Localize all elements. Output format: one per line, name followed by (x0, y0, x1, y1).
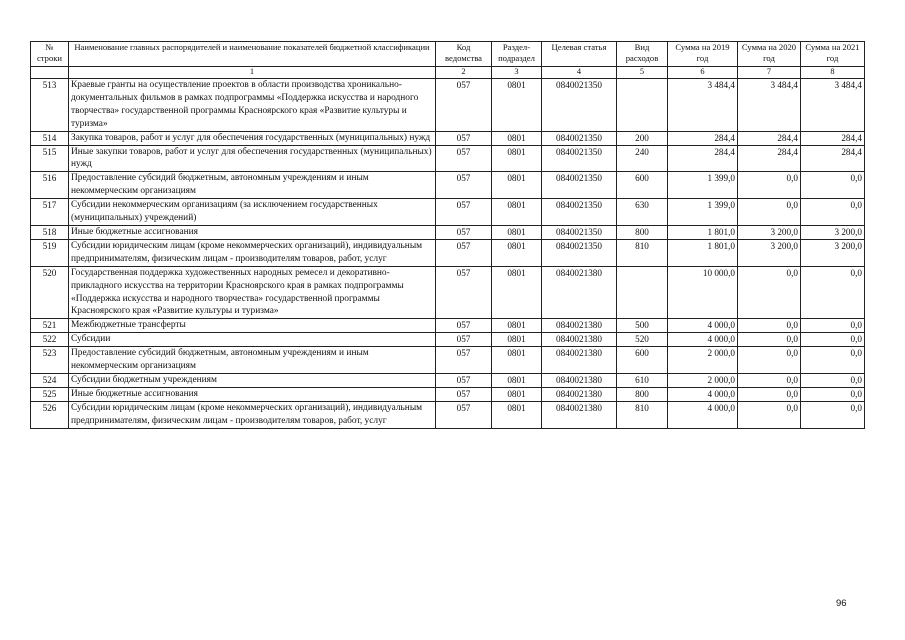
sum-2020-cell: 3 200,0 (738, 239, 801, 266)
section-cell: 0801 (492, 373, 542, 387)
row-number-cell: 523 (31, 347, 69, 374)
table-row (31, 333, 865, 347)
column-number: 4 (542, 67, 617, 79)
sum-2019-cell: 2 000,0 (668, 373, 738, 387)
target-article-cell: 0840021350 (542, 131, 617, 145)
sum-2019-cell: 284,4 (668, 145, 738, 172)
target-article-cell: 0840021350 (542, 145, 617, 172)
row-number-cell: 517 (31, 199, 69, 226)
section-cell: 0801 (492, 239, 542, 266)
table-row (31, 319, 865, 333)
row-number-cell: 514 (31, 131, 69, 145)
sum-2021-cell: 0,0 (801, 387, 865, 401)
section-cell: 0801 (492, 131, 542, 145)
column-number: 7 (738, 67, 801, 79)
row-number-cell: 515 (31, 145, 69, 172)
header-section: Раздел-подраздел (492, 42, 542, 67)
department-code-cell: 057 (436, 333, 492, 347)
department-code-cell: 057 (436, 387, 492, 401)
row-name-cell: Субсидии юридическим лицам (кроме некоммерческих организаций), индивидуальным предпринимателям, физическим лицам - производителям товаров, работ, услуг (69, 239, 436, 266)
column-number (31, 67, 69, 79)
table-row (31, 79, 865, 132)
table-body (31, 79, 865, 429)
department-code-cell: 057 (436, 225, 492, 239)
header-sum-2021: Сумма на 2021 год (801, 42, 865, 67)
sum-2021-cell: 0,0 (801, 401, 865, 428)
sum-2020-cell: 0,0 (738, 401, 801, 428)
row-number-cell: 526 (31, 401, 69, 428)
department-code-cell: 057 (436, 266, 492, 319)
target-article-cell: 0840021380 (542, 333, 617, 347)
section-cell: 0801 (492, 199, 542, 226)
header-expense-type: Вид расходов (617, 42, 668, 67)
section-cell: 0801 (492, 225, 542, 239)
sum-2019-cell: 3 484,4 (668, 79, 738, 132)
header-target-article: Целевая статья (542, 42, 617, 67)
column-number: 5 (617, 67, 668, 79)
table-row (31, 239, 865, 266)
sum-2020-cell: 0,0 (738, 387, 801, 401)
row-number-cell: 519 (31, 239, 69, 266)
expense-type-cell: 800 (617, 225, 668, 239)
target-article-cell: 0840021350 (542, 239, 617, 266)
column-number: 1 (69, 67, 436, 79)
section-cell: 0801 (492, 387, 542, 401)
budget-table (30, 41, 865, 429)
section-cell: 0801 (492, 319, 542, 333)
row-name-cell: Предоставление субсидий бюджетным, автономным учреждениям и иным некоммерческим организациям (69, 172, 436, 199)
target-article-cell: 0840021350 (542, 79, 617, 132)
row-name-cell: Иные закупки товаров, работ и услуг для обеспечения государственных (муниципальных) нужд (69, 145, 436, 172)
section-cell: 0801 (492, 79, 542, 132)
header-department-code: Код ведомства (436, 42, 492, 67)
row-name-cell: Субсидии некоммерческим организациям (за исключением государственных (муниципальных) учреждений) (69, 199, 436, 226)
sum-2020-cell: 0,0 (738, 333, 801, 347)
target-article-cell: 0840021380 (542, 319, 617, 333)
expense-type-cell: 610 (617, 373, 668, 387)
sum-2019-cell: 4 000,0 (668, 319, 738, 333)
table-row (31, 266, 865, 319)
expense-type-cell: 630 (617, 199, 668, 226)
row-name-cell: Краевые гранты на осуществление проектов в области производства хроникально-документальных фильмов в рамках подпрограммы «Поддержка искусства и народного творчества» государственной программы Красноярского края «Развитие культуры и туризма» (69, 79, 436, 132)
sum-2021-cell: 284,4 (801, 145, 865, 172)
row-number-cell: 518 (31, 225, 69, 239)
table-row (31, 145, 865, 172)
row-name-cell: Субсидии (69, 333, 436, 347)
sum-2021-cell: 0,0 (801, 319, 865, 333)
table-row (31, 131, 865, 145)
department-code-cell: 057 (436, 401, 492, 428)
sum-2021-cell: 3 484,4 (801, 79, 865, 132)
row-name-cell: Субсидии юридическим лицам (кроме некоммерческих организаций), индивидуальным предпринимателям, физическим лицам - производителям товаров, работ, услуг (69, 401, 436, 428)
row-name-cell: Государственная поддержка художественных народных ремесел и декоративно-прикладного искусства на территории Красноярского края в рамках подпрограммы «Поддержка искусства и народного творчества» государственной программы Красноярского края «Развитие культуры и туризма» (69, 266, 436, 319)
row-name-cell: Иные бюджетные ассигнования (69, 387, 436, 401)
table-row (31, 373, 865, 387)
header-sum-2020: Сумма на 2020 год (738, 42, 801, 67)
header-row-number: № строки (31, 42, 69, 67)
header-name: Наименование главных распорядителей и наименование показателей бюджетной классификации (69, 42, 436, 67)
target-article-cell: 0840021380 (542, 347, 617, 374)
sum-2021-cell: 3 200,0 (801, 239, 865, 266)
sum-2021-cell: 0,0 (801, 172, 865, 199)
row-name-cell: Межбюджетные трансферты (69, 319, 436, 333)
row-name-cell: Иные бюджетные ассигнования (69, 225, 436, 239)
row-name-cell: Закупка товаров, работ и услуг для обеспечения государственных (муниципальных) нужд (69, 131, 436, 145)
header-sum-2019: Сумма на 2019 год (668, 42, 738, 67)
row-number-cell: 525 (31, 387, 69, 401)
column-number: 3 (492, 67, 542, 79)
target-article-cell: 0840021350 (542, 225, 617, 239)
column-number: 6 (668, 67, 738, 79)
expense-type-cell: 810 (617, 401, 668, 428)
department-code-cell: 057 (436, 373, 492, 387)
expense-type-cell (617, 79, 668, 132)
department-code-cell: 057 (436, 319, 492, 333)
sum-2020-cell: 0,0 (738, 266, 801, 319)
expense-type-cell: 520 (617, 333, 668, 347)
department-code-cell: 057 (436, 199, 492, 226)
department-code-cell: 057 (436, 347, 492, 374)
expense-type-cell: 500 (617, 319, 668, 333)
expense-type-cell: 240 (617, 145, 668, 172)
table-header (31, 42, 865, 79)
target-article-cell: 0840021380 (542, 387, 617, 401)
expense-type-cell: 810 (617, 239, 668, 266)
table-row (31, 387, 865, 401)
sum-2019-cell: 10 000,0 (668, 266, 738, 319)
expense-type-cell: 600 (617, 172, 668, 199)
sum-2019-cell: 284,4 (668, 131, 738, 145)
sum-2019-cell: 4 000,0 (668, 387, 738, 401)
sum-2019-cell: 1 399,0 (668, 172, 738, 199)
page-number: 96 (836, 598, 847, 609)
target-article-cell: 0840021350 (542, 199, 617, 226)
row-number-cell: 524 (31, 373, 69, 387)
sum-2020-cell: 3 484,4 (738, 79, 801, 132)
column-number: 2 (436, 67, 492, 79)
sum-2020-cell: 284,4 (738, 145, 801, 172)
column-numbers-row (31, 67, 865, 79)
target-article-cell: 0840021350 (542, 172, 617, 199)
sum-2020-cell: 3 200,0 (738, 225, 801, 239)
table-row (31, 172, 865, 199)
sum-2021-cell: 0,0 (801, 347, 865, 374)
department-code-cell: 057 (436, 79, 492, 132)
row-number-cell: 522 (31, 333, 69, 347)
sum-2021-cell: 284,4 (801, 131, 865, 145)
sum-2020-cell: 284,4 (738, 131, 801, 145)
sum-2021-cell: 0,0 (801, 333, 865, 347)
sum-2020-cell: 0,0 (738, 172, 801, 199)
department-code-cell: 057 (436, 145, 492, 172)
section-cell: 0801 (492, 347, 542, 374)
row-name-cell: Субсидии бюджетным учреждениям (69, 373, 436, 387)
sum-2019-cell: 2 000,0 (668, 347, 738, 374)
row-name-cell: Предоставление субсидий бюджетным, автономным учреждениям и иным некоммерческим организациям (69, 347, 436, 374)
sum-2021-cell: 0,0 (801, 373, 865, 387)
sum-2020-cell: 0,0 (738, 373, 801, 387)
expense-type-cell: 200 (617, 131, 668, 145)
section-cell: 0801 (492, 401, 542, 428)
section-cell: 0801 (492, 145, 542, 172)
sum-2021-cell: 0,0 (801, 266, 865, 319)
section-cell: 0801 (492, 266, 542, 319)
row-number-cell: 520 (31, 266, 69, 319)
sum-2020-cell: 0,0 (738, 199, 801, 226)
target-article-cell: 0840021380 (542, 373, 617, 387)
department-code-cell: 057 (436, 239, 492, 266)
row-number-cell: 513 (31, 79, 69, 132)
sum-2021-cell: 0,0 (801, 199, 865, 226)
table-row (31, 199, 865, 226)
sum-2019-cell: 4 000,0 (668, 401, 738, 428)
column-number: 8 (801, 67, 865, 79)
sum-2019-cell: 4 000,0 (668, 333, 738, 347)
department-code-cell: 057 (436, 172, 492, 199)
table-row (31, 401, 865, 428)
expense-type-cell (617, 266, 668, 319)
section-cell: 0801 (492, 172, 542, 199)
table-row (31, 347, 865, 374)
expense-type-cell: 800 (617, 387, 668, 401)
section-cell: 0801 (492, 333, 542, 347)
sum-2019-cell: 1 399,0 (668, 199, 738, 226)
sum-2021-cell: 3 200,0 (801, 225, 865, 239)
sum-2019-cell: 1 801,0 (668, 225, 738, 239)
sum-2020-cell: 0,0 (738, 347, 801, 374)
target-article-cell: 0840021380 (542, 401, 617, 428)
sum-2019-cell: 1 801,0 (668, 239, 738, 266)
sum-2020-cell: 0,0 (738, 319, 801, 333)
table-row (31, 225, 865, 239)
row-number-cell: 516 (31, 172, 69, 199)
target-article-cell: 0840021380 (542, 266, 617, 319)
department-code-cell: 057 (436, 131, 492, 145)
expense-type-cell: 600 (617, 347, 668, 374)
row-number-cell: 521 (31, 319, 69, 333)
